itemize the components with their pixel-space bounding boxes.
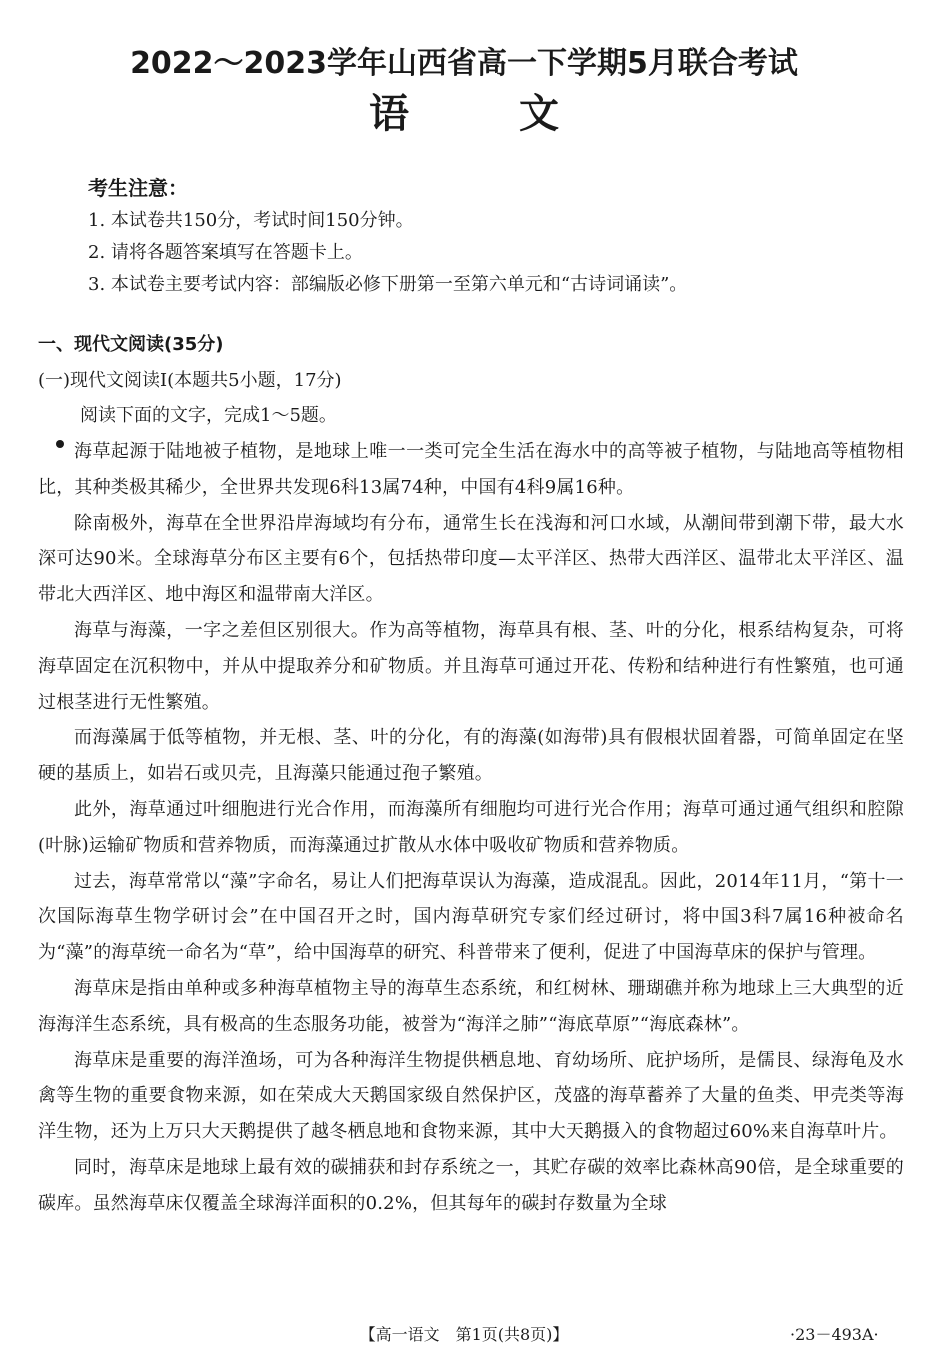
passage-paragraph: 海草床是重要的海洋渔场，可为各种海洋生物提供栖息地、育幼场所、庇护场所，是儒艮、绿海龟及水禽等生物的重要食物来源，如在荣成大天鹅国家级自然保护区，茂盛的海草蓄养了大量的鱼类、甲壳类等海洋生物，还为上万只大天鹅提供了越冬栖息地和食物来源，其中大天鹅摄入的食物超过60%来自海草叶片。 <box>38 1049 904 1143</box>
passage-paragraph: 此外，海草通过叶细胞进行光合作用，而海藻所有细胞均可进行光合作用；海草可通过通气组织和腔隙(叶脉)运输矿物质和营养物质，而海藻通过扩散从水体中吸收矿物质和营养物质。 <box>38 798 904 856</box>
page-footer: 【高一语文 第1页(共8页)】 <box>359 1325 569 1344</box>
passage-paragraph: 海草与海藻，一字之差但区别很大。作为高等植物，海草具有根、茎、叶的分化，根系结构复杂，可将海草固定在沉积物中，并从中提取养分和矿物质。并且海草可通过开花、传粉和结种进行有性繁殖，也可通过根茎进行无性繁殖。 <box>38 619 904 713</box>
passage-paragraph: 而海藻属于低等植物，并无根、茎、叶的分化，有的海藻(如海带)具有假根状固着器，可简单固定在坚硬的基质上，如岩石或贝壳，且海藻只能通过孢子繁殖。 <box>38 727 904 785</box>
subsection-heading: (一)现代文阅读Ⅰ(本题共5小题，17分) <box>38 370 342 391</box>
section-heading: 一、现代文阅读(35分) <box>38 334 224 355</box>
passage-paragraph: 同时，海草床是地球上最有效的碳捕获和封存系统之一，其贮存碳的效率比森林高90倍，是全球重要的碳库。虽然海草床仅覆盖全球海洋面积的0.2%，但其每年的碳封存数量为全球 <box>38 1156 904 1214</box>
exam-code: ·23－493A· <box>790 1325 879 1344</box>
subject-title: 语文 <box>369 91 669 137</box>
reading-passage <box>38 434 904 1222</box>
notice-heading: 考生注意： <box>88 176 188 200</box>
passage-paragraph: 海草起源于陆地被子植物，是地球上唯一一类可完全生活在海水中的高等被子植物，与陆地高等植物相比，其种类极其稀少，全世界共发现6科13属74种，中国有4科9属16种。 <box>38 441 904 498</box>
passage-paragraph: 海草床是指由单种或多种海草植物主导的海草生态系统，和红树林、珊瑚礁并称为地球上三大典型的近海海洋生态系统，具有极高的生态服务功能，被誉为“海洋之肺”“海底草原”“海底森林”。 <box>38 977 904 1035</box>
notice-item: 3. 本试卷主要考试内容：部编版必修下册第一至第六单元和“古诗词诵读”。 <box>88 274 688 295</box>
passage-paragraph: 过去，海草常常以“藻”字命名，易让人们把海草误认为海藻，造成混乱。因此，2014年11月，“第十一次国际海草生物学研讨会”在中国召开之时，国内海草研究专家们经过研讨，将中国3科7属16种被命名为“藻”的海草统一命名为“草”，给中国海草的研究、科普带来了便利，促进了中国海草床的保护与管理。 <box>38 870 904 964</box>
reading-instruction: 阅读下面的文字，完成1～5题。 <box>80 405 337 426</box>
notice-item: 1. 本试卷共150分，考试时间150分钟。 <box>88 210 414 231</box>
notice-item: 2. 请将各题答案填写在答题卡上。 <box>88 242 363 263</box>
passage-paragraph: 除南极外，海草在全世界沿岸海域均有分布，通常生长在浅海和河口水域，从潮间带到潮下带，最大水深可达90米。全球海草分布区主要有6个，包括热带印度—太平洋区、热带大西洋区、温带北太平洋区、温带北大西洋区、地中海区和温带南大洋区。 <box>38 512 904 606</box>
exam-title: 2022～2023学年山西省高一下学期5月联合考试 <box>130 46 798 81</box>
